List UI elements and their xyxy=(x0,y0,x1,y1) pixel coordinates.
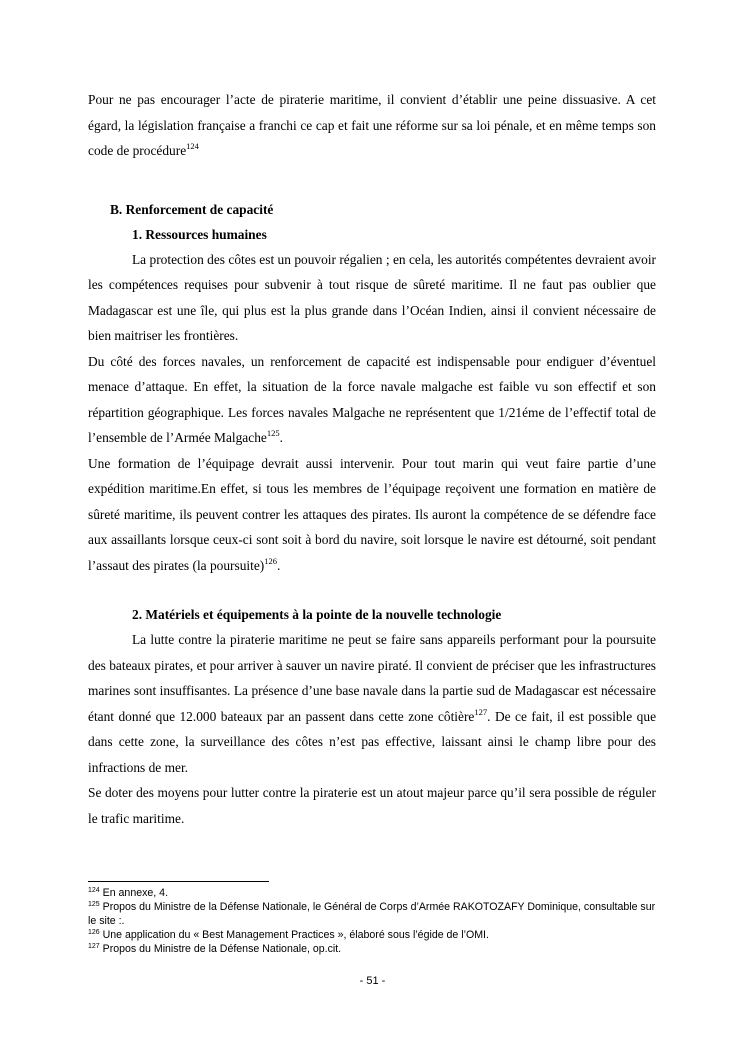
footnote-ref-124[interactable]: 124 xyxy=(186,141,199,151)
page-number: - 51 - xyxy=(359,975,386,987)
footnote-124 xyxy=(88,886,656,900)
sub2-p1-end: . De ce fait, il est possible que dans cette zone, la surveillance des côtes n’est pas effective, laissant ainsi le champ libre pour des infractions de mer. xyxy=(88,708,657,775)
intro-text: Pour ne pas encourager l’acte de piraterie maritime, il convient d’établir une peine dissuasive. A cet égard, la législation française a franchi ce cap et fait une réforme sur sa loi pénale, et en même temps son code de procédure xyxy=(88,92,656,158)
footnote-text: Une application du « Best Management Practices », élaboré sous l’égide de l’OMI. xyxy=(99,929,489,941)
sub2-p1-text: La lutte contre la piraterie maritime ne peut se faire sans appareils performant pour la poursuite des bateaux pirates, et pour arriver à sauver un navire piraté. Il convient de préciser que les infrastructures marines sont insuffisantes. La présence d’une base navale dans la partie sud de Madagascar est nécessaire étant donné que 12.000 bateaux par an passent dans cette zone côtière xyxy=(88,632,656,724)
footnote-number: 124 xyxy=(88,887,100,894)
document-body xyxy=(88,87,656,831)
sub1-paragraph-1: La protection des côtes est un pouvoir régalien ; en cela, les autorités compétentes devraient avoir les compétences requises pour subvenir à tout risque de sûreté maritime. Il ne faut pas oublier que Madagascar est une île, qui plus est la plus grande dans l’Océan Indien, ainsi il convient nécessaire de bien maitriser les frontières. xyxy=(88,251,656,343)
footnote-separator xyxy=(88,881,269,882)
footnote-ref-127[interactable]: 127 xyxy=(474,706,488,717)
footnote-127 xyxy=(88,942,656,956)
footnote-number: 125 xyxy=(88,901,100,908)
sub2-paragraph-2: Se doter des moyens pour lutter contre la piraterie est un atout majeur parce qu’il sera possible de réguler le trafic maritime. xyxy=(88,785,656,826)
footnote-ref-126[interactable]: 126 xyxy=(264,555,278,566)
subsection-2-heading: 2. Matériels et équipements à la pointe de la nouvelle technologie xyxy=(132,607,502,622)
sub1-p2-text: Du côté des forces navales, un renforcement de capacité est indispensable pour endiguer d’éventuel menace d’attaque. En effet, la situation de la force navale malgache est faible vu son effectif et son répartition géographique. Les forces navales Malgache ne représentent que 1/21éme de l’effectif total de l’ensemble de l’Armée Malgache xyxy=(88,353,656,445)
subsection-1-heading: 1. Ressources humaines xyxy=(132,226,267,242)
sub1-p3-end: . xyxy=(277,557,281,573)
footnote-number: 127 xyxy=(88,943,100,950)
footnote-number: 126 xyxy=(88,929,100,936)
sub1-paragraph-3 xyxy=(88,451,656,579)
section-b-heading: B. Renforcement de capacité xyxy=(110,201,274,217)
sub1-paragraph-2 xyxy=(88,349,656,451)
footnote-text: Propos du Ministre de la Défense Nationale, op.cit. xyxy=(99,943,342,955)
footnote-text: En annexe, 4. xyxy=(99,887,169,899)
sub1-p3-text: Une formation de l’équipage devrait aussi intervenir. Pour tout marin qui veut faire partie d’une expédition maritime.En effet, si tous les membres de l’équipage reçoivent une formation en matière de sûreté maritime, ils peuvent contrer les attaques des pirates. Ils auront la compétence de se défendre face aux assaillants lorsque ceux-ci sont soit à bord du navire, soit lorsque le navire est détourné, soit pendant l’assaut des pirates (la poursuite) xyxy=(88,455,656,573)
footnotes xyxy=(88,881,656,956)
sub1-p2-end: . xyxy=(279,430,283,445)
footnote-126 xyxy=(88,928,656,942)
sub2-paragraph-1 xyxy=(88,627,656,780)
footnote-ref-125[interactable]: 125 xyxy=(266,428,280,438)
footnote-125 xyxy=(88,900,656,928)
intro-paragraph xyxy=(88,87,656,164)
footnote-text: Propos du Ministre de la Défense Nationale, le Général de Corps d’Armée RAKOTOZAFY Dominique, consultable sur le site :. xyxy=(88,901,656,927)
